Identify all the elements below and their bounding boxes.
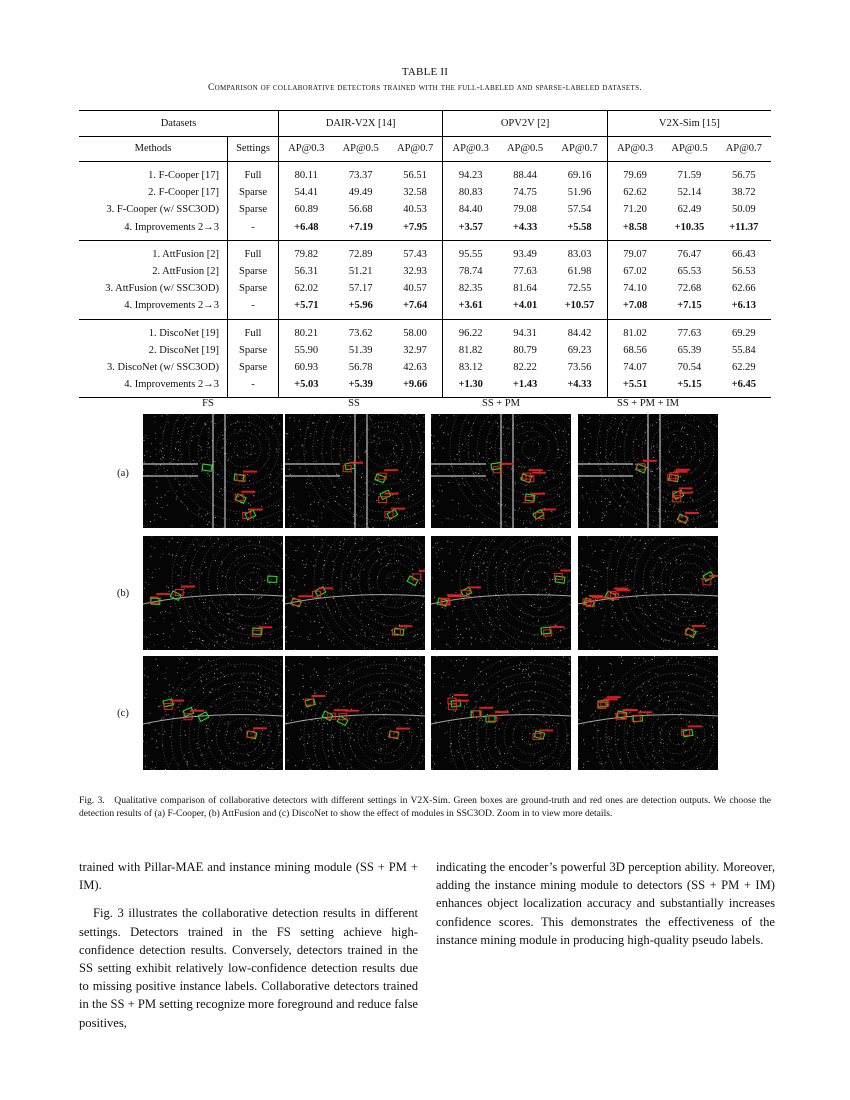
table-row (79, 184, 771, 201)
lidar-panel (285, 656, 425, 770)
value-cell (552, 219, 607, 241)
point-cloud-image (431, 536, 571, 650)
value-cell: 79.82 (279, 240, 334, 263)
value-cell: 38.72 (732, 187, 756, 199)
value-cell: 80.11 (279, 162, 334, 185)
bold-value: +4.01 (512, 300, 538, 312)
column-label: SS + PM + IM (616, 398, 680, 409)
table-row (79, 263, 771, 280)
value-cell: 55.84 (732, 344, 756, 356)
value-cell: 56.53 (732, 266, 756, 278)
value-cell (552, 297, 607, 319)
table-title: Comparison of collaborative detectors trained with the full-labeled and sparse-labeled datasets. (208, 83, 642, 93)
value-cell: 79.69 (607, 162, 662, 185)
value-cell: 95.55 (443, 240, 498, 263)
value-cell (443, 376, 498, 398)
method-cell: 4. Improvements 2→3 (124, 300, 219, 312)
metric-header: AP@0.7 (552, 137, 607, 162)
column-label: SS + PM (481, 398, 521, 409)
value-cell: 57.43 (388, 240, 443, 263)
body-column-right (436, 858, 775, 949)
value-cell: 76.47 (662, 240, 716, 263)
point-cloud-image (143, 656, 283, 770)
column-label: SS (348, 398, 360, 409)
methods-header: Methods (79, 137, 228, 162)
value-cell (717, 219, 771, 241)
table-row (79, 280, 771, 297)
bold-value: +5.71 (294, 300, 319, 312)
value-cell: 72.55 (567, 283, 592, 295)
lidar-panel (285, 414, 425, 528)
datasets-label: Datasets (79, 111, 279, 137)
setting-cell: Sparse (228, 342, 279, 359)
value-cell: 62.49 (677, 204, 702, 216)
bold-value: +5.39 (348, 379, 373, 391)
metric-header: AP@0.3 (279, 137, 334, 162)
value-cell (334, 297, 388, 319)
value-cell (388, 376, 443, 398)
method-cell: 2. DiscoNet [19] (148, 344, 219, 356)
dataset-name: OPV2V [2] (443, 111, 607, 137)
paragraph: trained with Pillar-MAE and instance mining module (SS + PM + IM). (79, 860, 418, 893)
metric-header: AP@0.5 (334, 137, 388, 162)
value-cell (662, 297, 716, 319)
value-cell (607, 219, 662, 241)
value-cell: 51.96 (567, 187, 592, 199)
value-cell: 56.51 (388, 162, 443, 185)
value-cell: 69.23 (567, 344, 592, 356)
point-cloud-image (143, 536, 283, 650)
setting-cell: Full (228, 319, 279, 342)
value-cell: 70.54 (677, 362, 702, 374)
value-cell: 83.12 (443, 359, 498, 376)
value-cell: 40.53 (403, 204, 427, 216)
setting-cell: Sparse (228, 359, 279, 376)
figure-caption: Fig. 3. Qualitative comparison of collaborative detectors with different settings in V2X-Sim. Green boxes are ground-truth and red ones are detection outputs. We choose the detection results of (a) F-Cooper, (b) AttFusion and (c) DiscoNet to show the effect of modules in SSC3OD. Zoom in to view more details. (79, 795, 771, 819)
method-cell: 4. Improvements 2→3 (124, 221, 219, 233)
bold-value: +5.15 (677, 379, 702, 391)
value-cell: 32.97 (403, 344, 427, 356)
table-row (79, 219, 771, 241)
value-cell: 62.66 (732, 283, 756, 295)
table-row (79, 376, 771, 398)
bold-value: +3.61 (458, 300, 483, 312)
lidar-panel (578, 414, 718, 528)
value-cell: 57.17 (348, 283, 373, 295)
bold-value: +11.37 (729, 221, 759, 233)
value-cell: 71.20 (607, 201, 662, 218)
bold-value: +5.03 (294, 379, 319, 391)
point-cloud-image (431, 414, 571, 528)
value-cell: 74.07 (607, 359, 662, 376)
bold-value: +1.43 (512, 379, 538, 391)
value-cell: 50.09 (732, 204, 756, 216)
value-cell: 93.49 (498, 240, 552, 263)
bold-value: +5.96 (348, 300, 373, 312)
method-cell: 3. AttFusion (w/ SSC3OD) (105, 283, 219, 295)
paragraph: indicating the encoder’s powerful 3D perception ability. Moreover, adding the instance mining module to detectors (SS + PM + IM) enhances object localization accuracy and substantially increases confidence scores. This demonstrates the effectiveness of the instance mining module in producing high-quality pseudo labels. (436, 860, 775, 947)
lidar-panel (578, 536, 718, 650)
value-cell (607, 297, 662, 319)
method-cell: 2. F-Cooper [17] (148, 187, 219, 199)
setting-cell: Full (228, 240, 279, 263)
value-cell: 60.93 (279, 359, 334, 376)
lidar-panel (143, 414, 283, 528)
value-cell: 74.75 (513, 187, 537, 199)
value-cell: 51.21 (348, 266, 373, 278)
point-cloud-image (431, 656, 571, 770)
row-label: (a) (117, 468, 129, 479)
metric-header: AP@0.5 (498, 137, 552, 162)
value-cell (662, 376, 716, 398)
method-cell: 1. AttFusion [2] (79, 240, 228, 263)
value-cell: 56.78 (348, 362, 373, 374)
value-cell: 32.93 (403, 266, 427, 278)
value-cell: 79.08 (513, 204, 537, 216)
lidar-panel (431, 536, 571, 650)
bold-value: +3.57 (458, 221, 483, 233)
value-cell: 81.64 (513, 283, 537, 295)
setting-cell: Sparse (228, 184, 279, 201)
value-cell: 55.90 (279, 342, 334, 359)
value-cell: 82.35 (443, 280, 498, 297)
value-cell (388, 297, 443, 319)
bold-value: +7.15 (677, 300, 702, 312)
method-cell: 3. F-Cooper (w/ SSC3OD) (106, 204, 219, 216)
value-cell: 81.02 (607, 319, 662, 342)
value-cell: 73.56 (567, 362, 592, 374)
value-cell: 80.83 (443, 184, 498, 201)
value-cell (334, 219, 388, 241)
value-cell: 84.42 (552, 319, 607, 342)
value-cell (388, 219, 443, 241)
metric-header: AP@0.7 (388, 137, 443, 162)
value-cell: 94.23 (443, 162, 498, 185)
bold-value: +7.19 (348, 221, 373, 233)
settings-header: Settings (228, 137, 279, 162)
value-cell: 60.89 (279, 201, 334, 218)
value-cell: 77.63 (662, 319, 716, 342)
point-cloud-image (285, 656, 425, 770)
metric-header: AP@0.7 (717, 137, 771, 162)
metric-header: AP@0.3 (443, 137, 498, 162)
value-cell: 72.68 (677, 283, 702, 295)
value-cell: 83.03 (552, 240, 607, 263)
value-cell: 51.39 (348, 344, 373, 356)
bold-value: +10.35 (674, 221, 705, 233)
value-cell: 65.53 (677, 266, 702, 278)
value-cell: 56.68 (348, 204, 373, 216)
value-cell: 49.49 (348, 187, 373, 199)
bold-value: +5.51 (622, 379, 648, 391)
value-cell (443, 297, 498, 319)
bold-value: +6.45 (731, 379, 756, 391)
table-row (79, 240, 771, 263)
value-cell: 62.29 (732, 362, 756, 374)
value-cell (334, 376, 388, 398)
bold-value: +1.30 (458, 379, 483, 391)
value-cell (498, 297, 552, 319)
point-cloud-image (285, 414, 425, 528)
value-cell: 62.02 (279, 280, 334, 297)
value-cell: 74.10 (607, 280, 662, 297)
dataset-name: DAIR-V2X [14] (279, 111, 443, 137)
table-row (79, 201, 771, 218)
value-cell: 56.31 (279, 263, 334, 280)
table-row (79, 359, 771, 376)
bold-value: +7.95 (402, 221, 428, 233)
column-header-row (79, 137, 771, 162)
point-cloud-image (578, 536, 718, 650)
value-cell: 69.16 (552, 162, 607, 185)
bold-value: +10.57 (564, 300, 595, 312)
qualitative-figure (108, 398, 738, 778)
setting-cell: - (228, 219, 279, 241)
paragraph: Fig. 3 illustrates the collaborative detection results in different settings. Detectors trained in the FS setting achieve high-confidence detection results. Conversely, detectors trained in the SS setting exhibit relatively low-confidence detection results due to missing positive instance labels. Collaborative detectors trained in the SS + PM setting recognize more foreground and reduce false positives, (79, 906, 418, 1030)
method-cell: 2. AttFusion [2] (152, 266, 219, 278)
bold-value: +5.58 (567, 221, 592, 233)
value-cell: 77.63 (513, 266, 537, 278)
method-cell: 1. DiscoNet [19] (79, 319, 228, 342)
metric-header: AP@0.5 (662, 137, 716, 162)
bold-value: +7.64 (402, 300, 428, 312)
table-row (79, 162, 771, 185)
dataset-name: V2X-Sim [15] (607, 111, 771, 137)
column-label: FS (202, 398, 214, 409)
value-cell: 96.22 (443, 319, 498, 342)
value-cell (662, 219, 716, 241)
value-cell: 61.98 (567, 266, 592, 278)
value-cell: 94.31 (498, 319, 552, 342)
method-cell: 3. DiscoNet (w/ SSC3OD) (107, 362, 219, 374)
method-cell: 1. F-Cooper [17] (79, 162, 228, 185)
table-row (79, 342, 771, 359)
setting-cell: Sparse (228, 280, 279, 297)
value-cell (279, 376, 334, 398)
value-cell: 71.59 (662, 162, 716, 185)
value-cell: 79.07 (607, 240, 662, 263)
value-cell: 62.62 (607, 184, 662, 201)
value-cell: 40.57 (403, 283, 427, 295)
body-column-left (79, 858, 418, 1032)
lidar-panel (578, 656, 718, 770)
table-row (79, 319, 771, 342)
row-label: (b) (116, 588, 130, 599)
value-cell (607, 376, 662, 398)
value-cell: 67.02 (607, 263, 662, 280)
value-cell (443, 219, 498, 241)
method-cell: 4. Improvements 2→3 (79, 376, 228, 398)
value-cell: 80.79 (513, 344, 537, 356)
value-cell: 58.00 (388, 319, 443, 342)
value-cell: 56.75 (717, 162, 771, 185)
value-cell: 42.63 (403, 362, 427, 374)
value-cell: 73.62 (334, 319, 388, 342)
bold-value: +4.33 (512, 221, 538, 233)
point-cloud-image (143, 414, 283, 528)
row-label: (c) (117, 708, 129, 719)
value-cell: 68.56 (607, 342, 662, 359)
lidar-panel (285, 536, 425, 650)
setting-cell: - (228, 376, 279, 398)
bold-value: +6.13 (731, 300, 756, 312)
value-cell: 69.29 (717, 319, 771, 342)
bold-value: +7.08 (622, 300, 648, 312)
setting-cell: Sparse (228, 201, 279, 218)
value-cell: 88.44 (498, 162, 552, 185)
dataset-header-row (79, 111, 771, 137)
value-cell (498, 376, 552, 398)
value-cell: 57.54 (567, 204, 592, 216)
value-cell: 81.82 (443, 342, 498, 359)
bold-value: +9.66 (402, 379, 428, 391)
results-table (79, 110, 771, 398)
bold-value: +4.33 (567, 379, 592, 391)
value-cell (279, 297, 334, 319)
value-cell: 78.74 (443, 263, 498, 280)
bold-value: +8.58 (622, 221, 648, 233)
metric-header: AP@0.3 (607, 137, 662, 162)
lidar-panel (431, 414, 571, 528)
point-cloud-image (578, 656, 718, 770)
value-cell: 32.58 (403, 187, 427, 199)
point-cloud-image (578, 414, 718, 528)
value-cell (498, 219, 552, 241)
table-label: TABLE II (401, 66, 449, 78)
value-cell: 54.41 (279, 184, 334, 201)
value-cell (279, 219, 334, 241)
value-cell (717, 297, 771, 319)
value-cell: 72.89 (334, 240, 388, 263)
value-cell: 52.14 (677, 187, 702, 199)
value-cell: 66.43 (717, 240, 771, 263)
table-row (79, 297, 771, 319)
point-cloud-image (285, 536, 425, 650)
setting-cell: Sparse (228, 263, 279, 280)
value-cell: 73.37 (334, 162, 388, 185)
setting-cell: Full (228, 162, 279, 185)
value-cell (552, 376, 607, 398)
value-cell: 84.40 (443, 201, 498, 218)
bold-value: +6.48 (294, 221, 319, 233)
value-cell: 82.22 (513, 362, 537, 374)
lidar-panel (143, 656, 283, 770)
value-cell: 65.39 (677, 344, 702, 356)
value-cell: 80.21 (279, 319, 334, 342)
setting-cell: - (228, 297, 279, 319)
lidar-panel (143, 536, 283, 650)
value-cell (717, 376, 771, 398)
lidar-panel (431, 656, 571, 770)
